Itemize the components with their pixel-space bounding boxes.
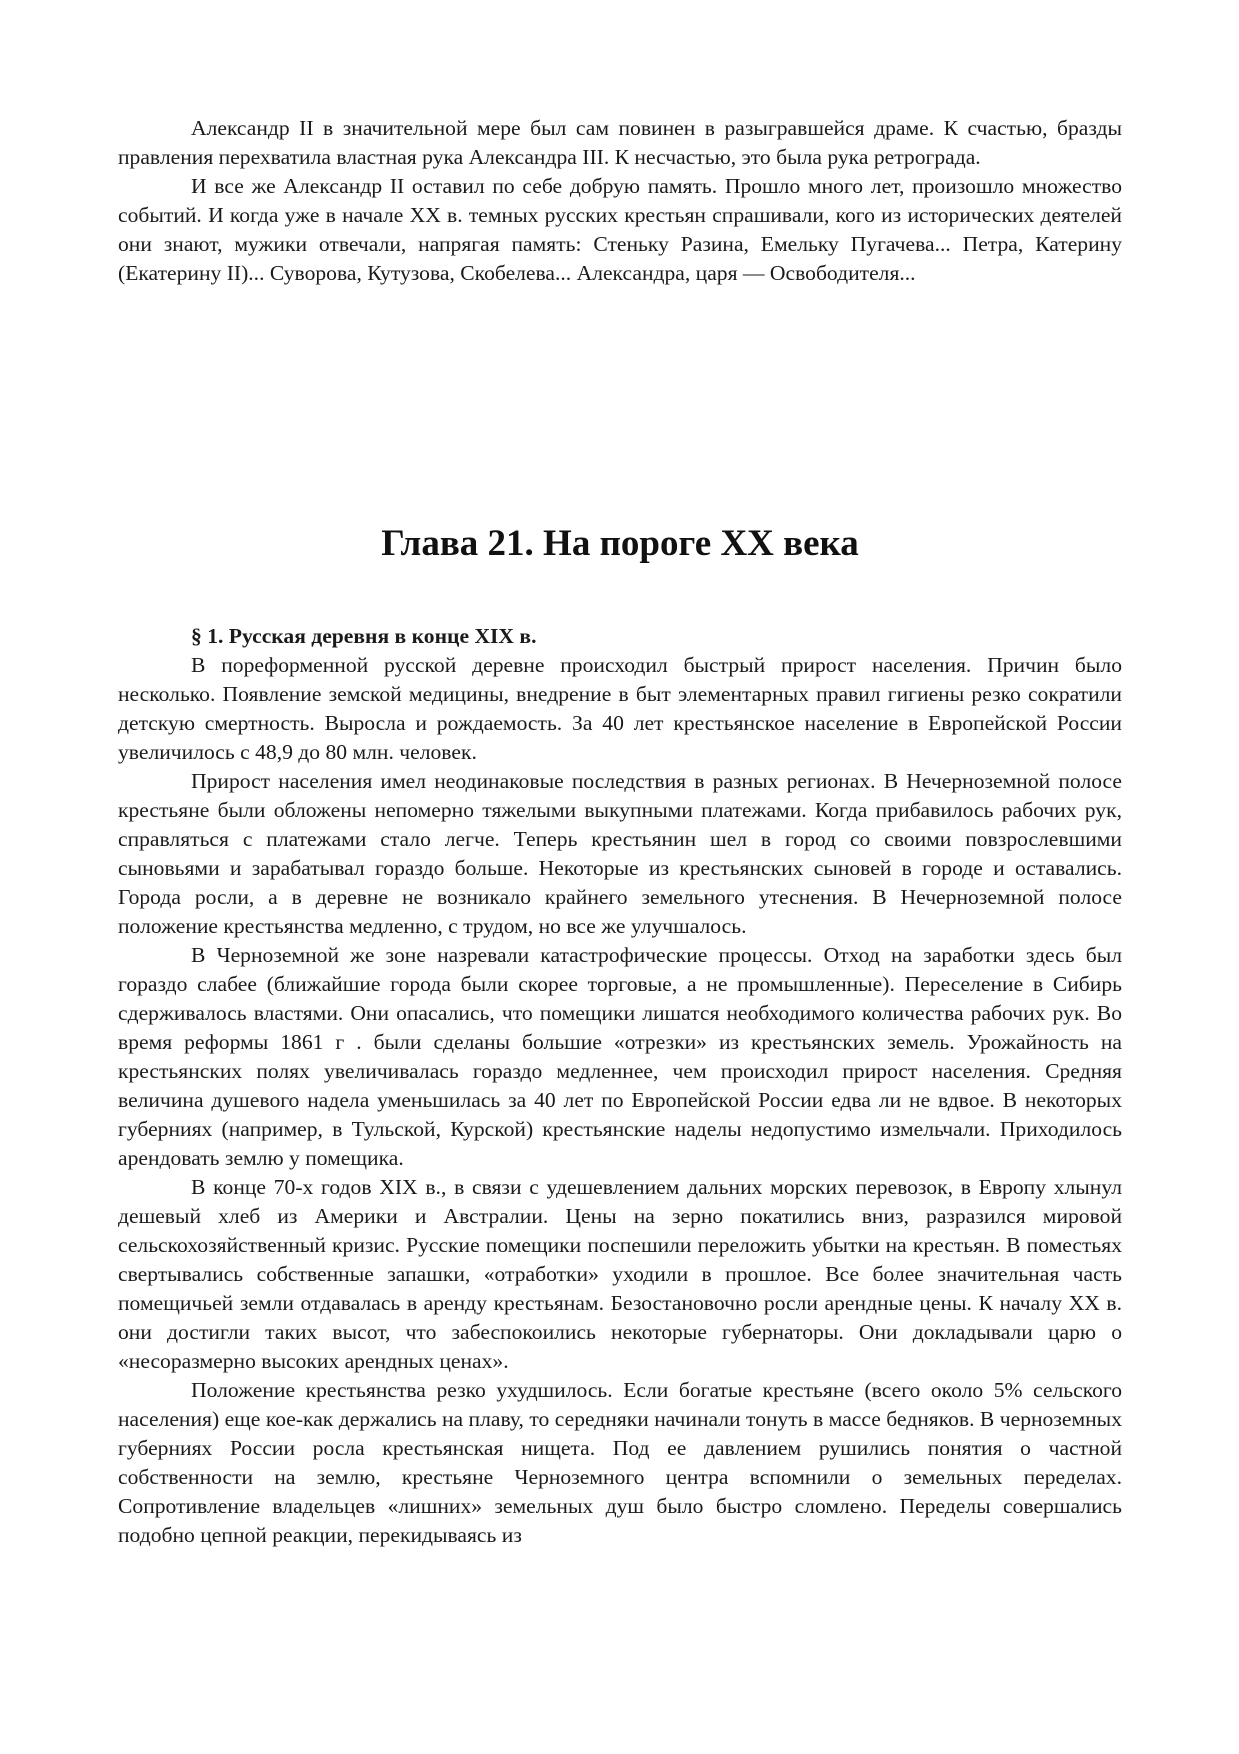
paragraph: В Черноземной же зоне назревали катастрофические процессы. Отход на заработки здесь был гораздо слабее (ближайшие города были скорее торговые, а не промышленные). Переселение в Сибирь сдерживалось властями. Они опасались, что помещики лишатся необходимого количества рабочих рук. Во время реформы 1861 г . были сделаны большие «отрезки» из крестьянских земель. Урожайность на крестьянских полях увеличивалась гораздо медленнее, чем происходил прирост населения. Средняя величина душевого надела уменьшилась за 40 лет по Европейской России едва ли не вдвое. В некоторых губерниях (например, в Тульской, Курской) крестьянские наделы недопустимо измельчали. Приходилось арендовать землю у помещика. — [118, 943, 1122, 1170]
paragraph: Положение крестьянства резко ухудшилось. Если богатые крестьяне (всего около 5% сельского населения) еще кое-как держались на плаву, то середняки начинали тонуть в массе бедняков. В черноземных губерниях России росла крестьянская нищета. Под ее давлением рушились понятия о частной собственности на землю, крестьяне Черноземного центра вспомнили о земельных переделах. Сопротивление владельцев «лишних» земельных душ было быстро сломлено. Переделы совершались подобно цепной реакции, перекидываясь из — [118, 1378, 1122, 1547]
intro-text — [118, 114, 1122, 288]
paragraph: Александр II в значительной мере был сам повинен в разыгравшейся драме. К счастью, бразды правления перехватила властная рука Александра III. К несчастью, это была рука ретрограда. — [118, 116, 1122, 169]
section-title: § 1. Русская деревня в конце XIX в. — [191, 624, 537, 648]
paragraph: В конце 70-х годов XIX в., в связи с удешевлением дальних морских перевозок, в Европу хлынул дешевый хлеб из Америки и Австралии. Цены на зерно покатились вниз, разразился мировой сельскохозяйственный кризис. Русские помещики поспешили переложить убытки на крестьян. В поместьях свертывались собственные запашки, «отработки» уходили в прошлое. Все более значительная часть помещичьей земли отдавалась в аренду крестьянам. Безостановочно росли арендные цены. К началу XX в. они достигли таких высот, что забеспокоились некоторые губернаторы. Они докладывали царю о «несоразмерно высоких арендных ценах». — [118, 1175, 1122, 1373]
paragraph: Прирост населения имел неодинаковые последствия в разных регионах. В Нечерноземной полосе крестьяне были обложены непомерно тяжелыми выкупными платежами. Когда прибавилось рабочих рук, справляться с платежами стало легче. Теперь крестьянин шел в город со своими повзрослевшими сыновьями и зарабатывал гораздо больше. Некоторые из крестьянских сыновей в городе и оставались. Города росли, а в деревне не возникало крайнего земельного утеснения. В Нечерноземной полосе положение крестьянства медленно, с трудом, но все же улучшалось. — [118, 769, 1122, 938]
chapter-title: Глава 21. На пороге XX века — [381, 523, 859, 564]
paragraph: В пореформенной русской деревне происходил быстрый прирост населения. Причин было несколько. Появление земской медицины, внедрение в быт элементарных правил гигиены резко сократили детскую смертность. Выросла и рождаемость. За 40 лет крестьянское население в Европейской России увеличилось с 48,9 до 80 млн. человек. — [118, 653, 1122, 764]
section-body — [118, 622, 1122, 1550]
paragraph: И все же Александр II оставил по себе добрую память. Прошло много лет, произошло множество событий. И когда уже в начале XX в. темных русских крестьян спрашивали, кого из исторических деятелей они знают, мужики отвечали, напрягая память: Стеньку Разина, Емельку Пугачева... Петра, Катерину (Екатерину II)... Суворова, Кутузова, Скобелева... Александра, царя — Освободителя... — [118, 174, 1122, 285]
document-page — [118, 114, 1122, 1547]
